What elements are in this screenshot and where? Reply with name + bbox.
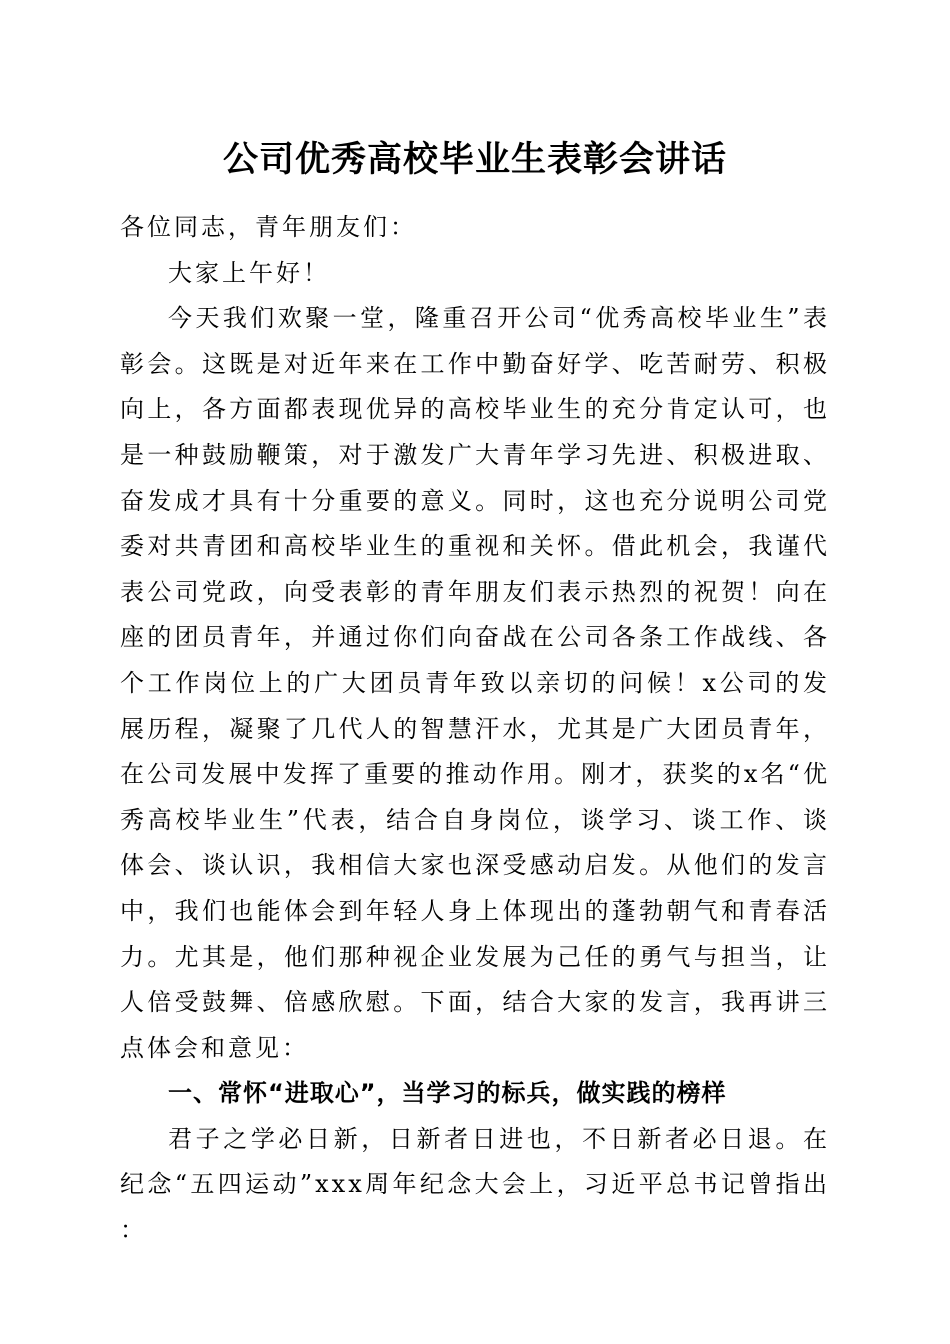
salutation: 各位同志，青年朋友们： — [120, 213, 417, 241]
section-heading: 一、常怀“进取心”，当学习的标兵，做实践的榜样 — [168, 1079, 727, 1108]
greeting: 大家上午好！ — [168, 258, 330, 287]
document-body — [120, 205, 830, 1254]
document-title: 公司优秀高校毕业生表彰会讲话 — [222, 139, 727, 180]
body-paragraph: 今天我们欢聚一堂，隆重召开公司“优秀高校毕业生”表彰会。这既是对近年来在工作中勤奋好学、吃苦耐劳、积极向上，各方面都表现优异的高校毕业生的充分肯定认可，也是一种鼓励鞭策，对于激发广大青年学习先进、积极进取、奋发成才具有十分重要的意义。同时，这也充分说明公司党委对共青团和高校毕业生的重视和关怀。借此机会，我谨代表公司党政，向受表彰的青年朋友们表示热烈的祝贺！向在座的团员青年，并通过你们向奋战在公司各条工作战线、各个工作岗位上的广大团员青年致以亲切的问候！x公司的发展历程，凝聚了几代人的智慧汗水，尤其是广大团员青年，在公司发展中发挥了重要的推动作用。刚才，获奖的x名“优秀高校毕业生”代表，结合自身岗位，谈学习、谈工作、谈体会、谈认识，我相信大家也深受感动启发。从他们的发言中，我们也能体会到年轻人身上体现出的蓬勃朝气和青春活力。尤其是，他们那种视企业发展为己任的勇气与担当，让人倍受鼓舞、倍感欣慰。下面，结合大家的发言，我再讲三点体会和意见： — [120, 304, 830, 1062]
body-paragraph: 君子之学必日新，日新者日进也，不日新者必日退。在纪念“五四运动”xxx周年纪念大会上，习近平总书记曾指出： — [120, 1124, 830, 1245]
